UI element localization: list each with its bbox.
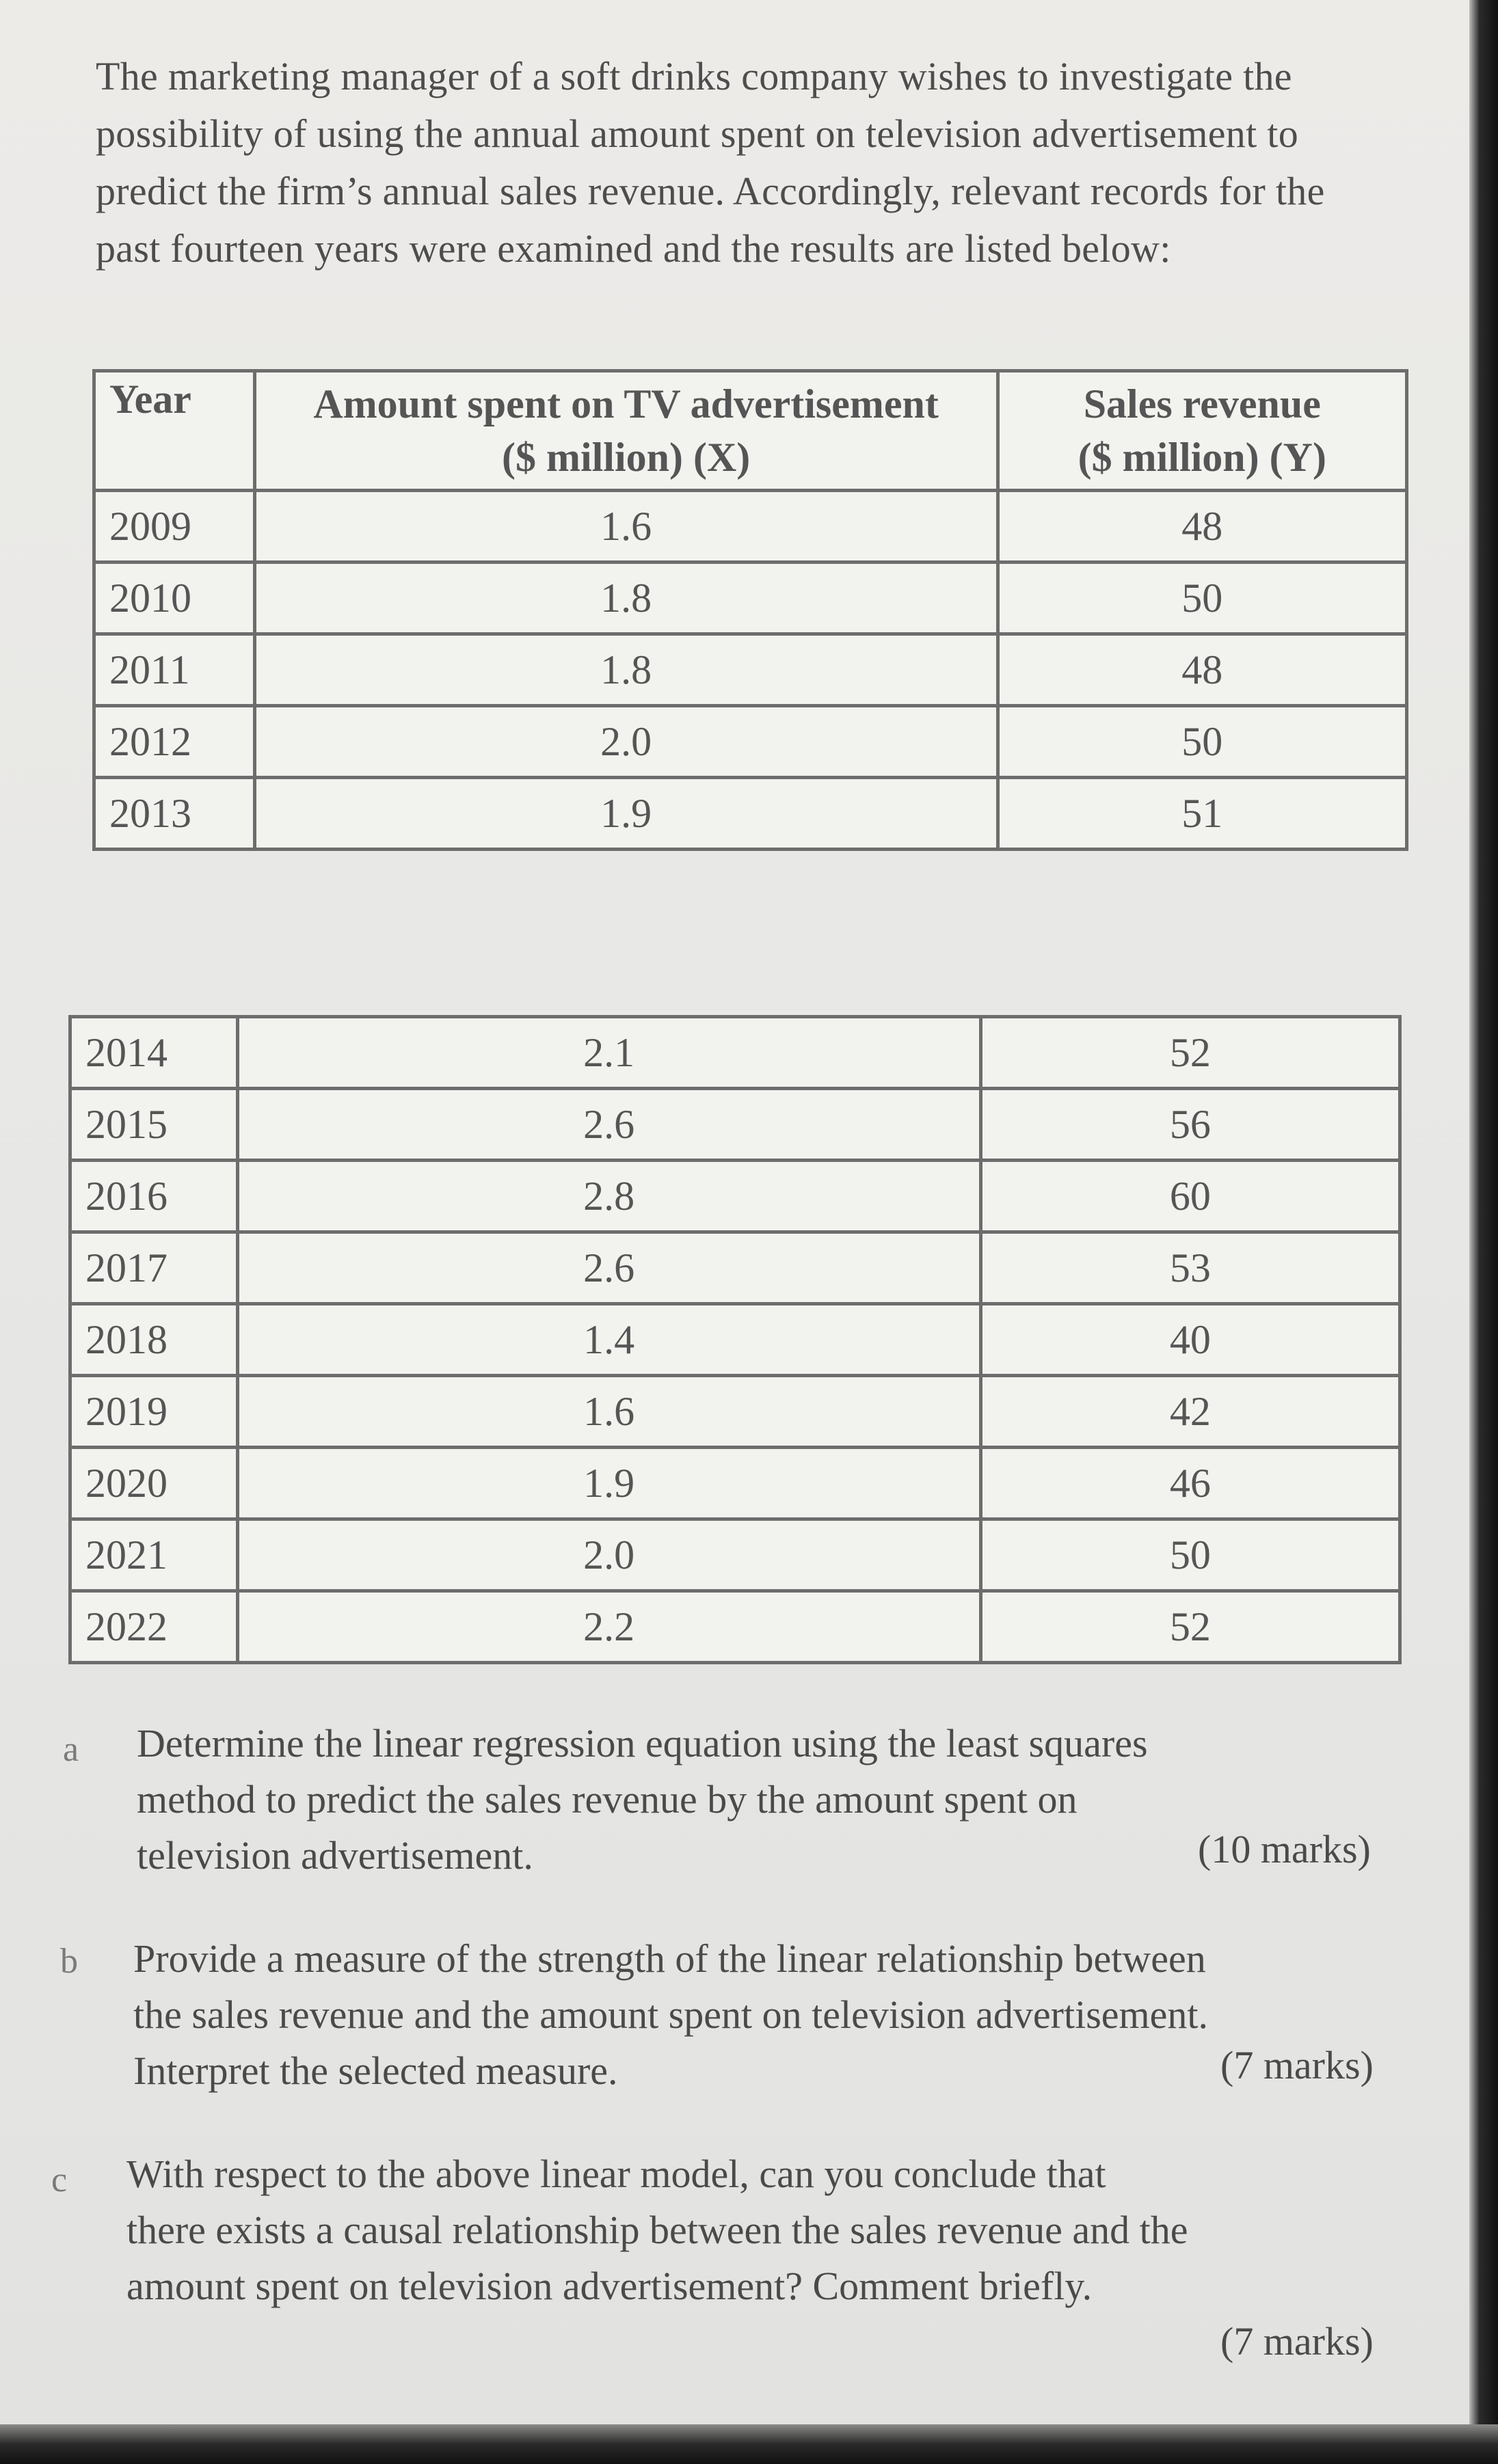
data-table-part-1	[92, 369, 1408, 851]
cell-x: 1.9	[237, 1448, 980, 1519]
cell-y: 53	[980, 1232, 1400, 1304]
table-row	[70, 1376, 1400, 1448]
cell-y: 42	[980, 1376, 1400, 1448]
table-header-row	[94, 371, 1407, 491]
photo-right-edge	[1469, 0, 1498, 2464]
cell-x: 2.6	[237, 1089, 980, 1161]
header-x	[254, 371, 998, 491]
table-row	[70, 1089, 1400, 1161]
table-row	[70, 1519, 1400, 1591]
table-row	[70, 1017, 1400, 1089]
header-x-line2: ($ million) (X)	[501, 435, 751, 480]
table-row	[70, 1232, 1400, 1304]
question-b-line1: Provide a measure of the strength of the linear relationship between	[133, 1936, 1206, 1981]
cell-x: 2.0	[237, 1519, 980, 1591]
question-c-letter: c	[51, 2161, 68, 2199]
header-x-line1: Amount spent on TV advertisement	[313, 381, 939, 427]
cell-x: 1.6	[237, 1376, 980, 1448]
table-row	[70, 1304, 1400, 1376]
table-row	[70, 1591, 1400, 1663]
table-row	[94, 563, 1407, 634]
question-a-letter: a	[63, 1730, 79, 1769]
cell-y: 50	[998, 563, 1406, 634]
cell-x: 1.8	[254, 634, 998, 706]
header-year: Year	[94, 371, 255, 491]
header-y-line2: ($ million) (Y)	[1078, 435, 1326, 480]
cell-x: 1.6	[254, 491, 998, 563]
header-y	[998, 371, 1406, 491]
cell-y: 52	[980, 1017, 1400, 1089]
cell-year: 2018	[70, 1304, 238, 1376]
cell-x: 2.8	[237, 1161, 980, 1232]
question-a-line1: Determine the linear regression equation using the least squares	[137, 1721, 1148, 1765]
photo-bottom-edge	[0, 2424, 1498, 2464]
question-b-letter: b	[60, 1942, 78, 1981]
cell-year: 2020	[70, 1448, 238, 1519]
question-c-marks: (7 marks)	[1220, 2319, 1374, 2364]
cell-y: 50	[980, 1519, 1400, 1591]
question-c-line1: With respect to the above linear model, can you conclude that	[126, 2152, 1106, 2196]
cell-year: 2011	[94, 634, 255, 706]
cell-y: 46	[980, 1448, 1400, 1519]
cell-x: 1.9	[254, 778, 998, 850]
cell-year: 2017	[70, 1232, 238, 1304]
question-c-line2: there exists a causal relationship between the sales revenue and the	[126, 2208, 1188, 2252]
question-c	[126, 2146, 1426, 2314]
cell-y: 48	[998, 491, 1406, 563]
cell-x: 1.8	[254, 563, 998, 634]
cell-y: 51	[998, 778, 1406, 850]
cell-year: 2009	[94, 491, 255, 563]
table-row	[94, 634, 1407, 706]
cell-x: 2.1	[237, 1017, 980, 1089]
question-c-line3: amount spent on television advertisement? Comment briefly.	[126, 2264, 1093, 2308]
cell-year: 2012	[94, 706, 255, 778]
question-b-line3: Interpret the selected measure.	[133, 2048, 618, 2093]
cell-y: 60	[980, 1161, 1400, 1232]
cell-year: 2021	[70, 1519, 238, 1591]
question-a-line2: method to predict the sales revenue by the amount spent on	[137, 1777, 1078, 1822]
table-row	[70, 1448, 1400, 1519]
cell-year: 2019	[70, 1376, 238, 1448]
question-a-marks: (10 marks)	[1198, 1827, 1371, 1871]
cell-x: 1.4	[237, 1304, 980, 1376]
question-b-line2: the sales revenue and the amount spent on television advertisement.	[133, 1992, 1208, 2037]
cell-x: 2.0	[254, 706, 998, 778]
intro-paragraph: The marketing manager of a soft drinks company wishes to investigate the possibility of using the annual amount spent on television advertisement to predict the firm’s annual sales revenue. Accordingly, relevant records for the past fourteen years were examined and the results are listed below:	[96, 54, 1325, 271]
cell-year: 2015	[70, 1089, 238, 1161]
data-table-part-2	[68, 1015, 1402, 1664]
cell-y: 48	[998, 634, 1406, 706]
cell-y: 52	[980, 1591, 1400, 1663]
cell-year: 2010	[94, 563, 255, 634]
table-row	[94, 706, 1407, 778]
cell-year: 2016	[70, 1161, 238, 1232]
question-b-marks: (7 marks)	[1220, 2043, 1374, 2087]
table-row	[94, 778, 1407, 850]
cell-year: 2022	[70, 1591, 238, 1663]
cell-x: 2.2	[237, 1591, 980, 1663]
cell-y: 40	[980, 1304, 1400, 1376]
table-row	[94, 491, 1407, 563]
cell-year: 2014	[70, 1017, 238, 1089]
question-a-line3: television advertisement.	[137, 1833, 533, 1878]
cell-x: 2.6	[237, 1232, 980, 1304]
table-row	[70, 1161, 1400, 1232]
cell-y: 50	[998, 706, 1406, 778]
cell-y: 56	[980, 1089, 1400, 1161]
header-y-line1: Sales revenue	[1083, 381, 1321, 427]
cell-year: 2013	[94, 778, 255, 850]
